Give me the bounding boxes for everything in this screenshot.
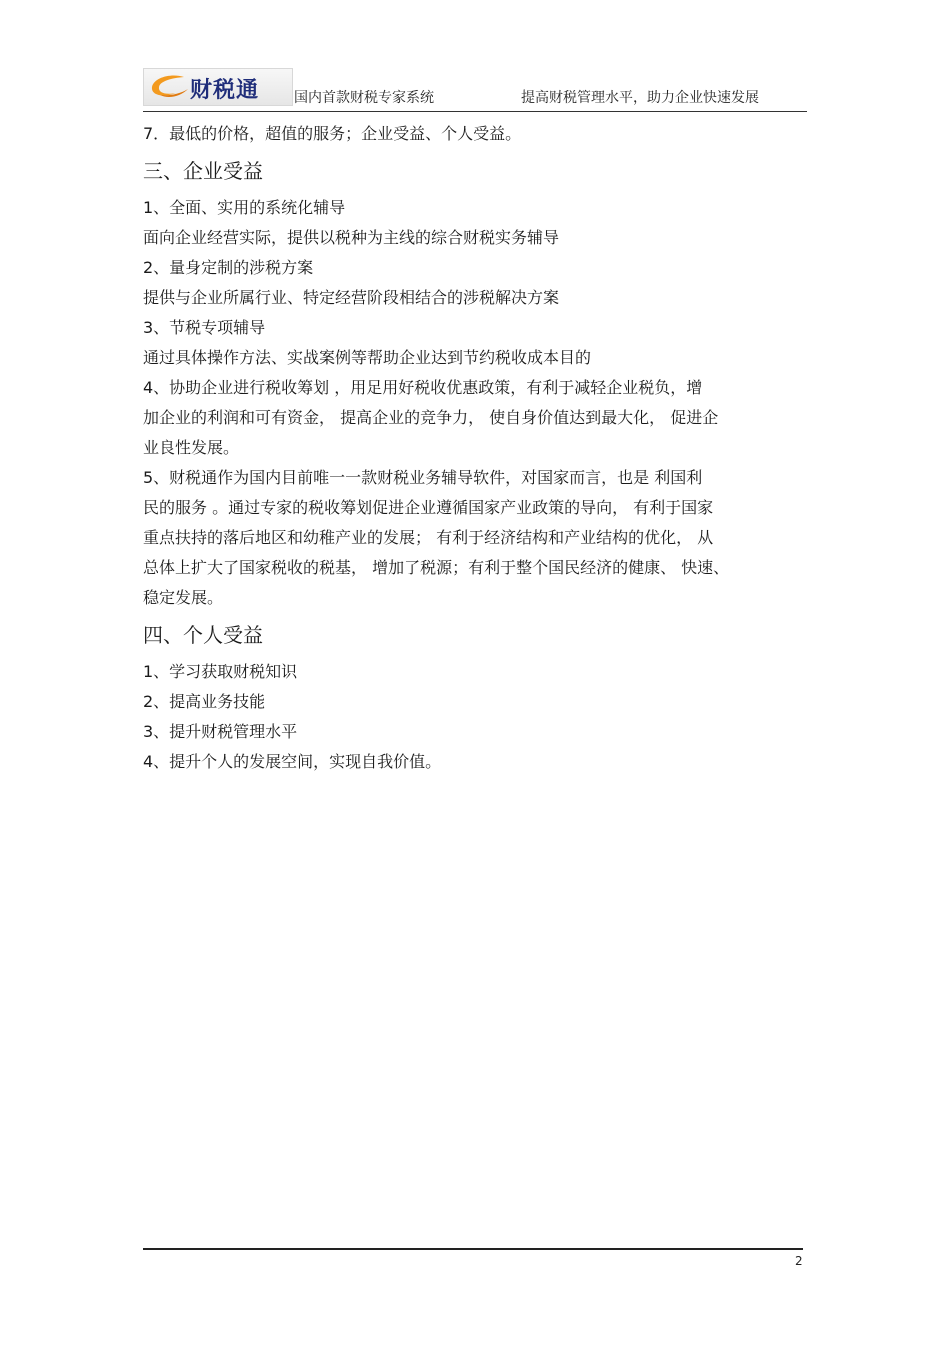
- footer-divider: [143, 1248, 803, 1250]
- swoosh-logo-icon: [146, 71, 190, 103]
- list-item: 4、提升个人的发展空间，实现自我价值。: [143, 752, 442, 771]
- paragraph-line: 5、财税通作为国内目前唯一一款财税业务辅导软件，对国家而言，也是 利国利: [143, 468, 703, 487]
- subsection-body-2: 提供与企业所属行业、特定经营阶段相结合的涉税解决方案: [143, 288, 560, 307]
- subsection-body-1: 面向企业经营实际，提供以税种为主线的综合财税实务辅导: [143, 228, 560, 247]
- list-item-7: 7．最低的价格，超值的服务；企业受益、个人受益。: [143, 124, 522, 143]
- company-logo: [143, 68, 293, 106]
- paragraph-line: 民的服务 。通过专家的税收筹划促进企业遵循国家产业政策的导向， 有利于国家: [143, 498, 714, 517]
- list-item: 2、提高业务技能: [143, 692, 266, 711]
- header-tagline-left: 国内首款财税专家系统: [294, 90, 434, 106]
- header-divider: [143, 111, 807, 112]
- section-heading-personal-benefits: 四、个人受益: [143, 623, 263, 647]
- document-body: [143, 119, 807, 777]
- list-item: 1、学习获取财税知识: [143, 662, 298, 681]
- paragraph-line: 业良性发展。: [143, 438, 240, 457]
- logo-text: 财税通: [190, 78, 260, 103]
- paragraph-tax-planning: [143, 373, 807, 463]
- paragraph-line: 总体上扩大了国家税收的税基， 增加了税源；有利于整个国民经济的健康、 快速、: [143, 558, 730, 577]
- subsection-title-3: 3、节税专项辅导: [143, 318, 266, 337]
- header-tagline-right: 提高财税管理水平，助力企业快速发展: [521, 90, 759, 106]
- page-header: [143, 68, 807, 112]
- paragraph-line: 4、协助企业进行税收筹划 ，用足用好税收优惠政策，有利于减轻企业税负，增: [143, 378, 703, 397]
- paragraph-line: 重点扶持的落后地区和幼稚产业的发展； 有利于经济结构和产业结构的优化， 从: [143, 528, 714, 547]
- paragraph-line: 加企业的利润和可有资金， 提高企业的竞争力， 使自身价值达到最大化， 促进企: [143, 408, 719, 427]
- list-item: 3、提升财税管理水平: [143, 722, 298, 741]
- subsection-title-2: 2、量身定制的涉税方案: [143, 258, 314, 277]
- page-number: 2: [795, 1254, 803, 1268]
- subsection-title-1: 1、全面、实用的系统化辅导: [143, 198, 346, 217]
- section-heading-enterprise-benefits: 三、企业受益: [143, 159, 263, 183]
- subsection-body-3: 通过具体操作方法、实战案例等帮助企业达到节约税收成本目的: [143, 348, 592, 367]
- paragraph-national-benefit: [143, 463, 807, 613]
- paragraph-line: 稳定发展。: [143, 588, 224, 607]
